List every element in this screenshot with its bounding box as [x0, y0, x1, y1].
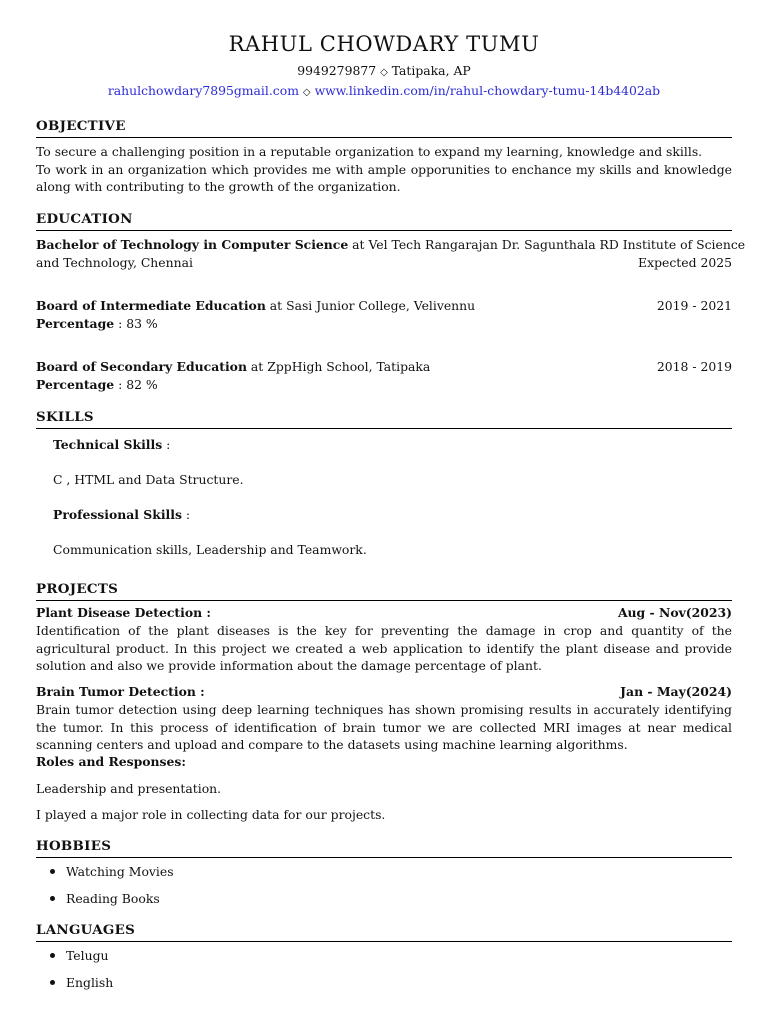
objective-line: To secure a challenging position in a reputable organization to expand my learning, knowledge and skills.	[36, 144, 703, 159]
degree: Bachelor of Technology in Computer Science	[36, 237, 349, 252]
contact-line	[0, 62, 768, 82]
professional-skills-label: Professional Skills	[53, 507, 182, 522]
section-heading-skills: SKILLS	[36, 408, 732, 429]
professional-skills-value: Communication skills, Leadership and Teamwork.	[53, 542, 367, 557]
project-description: Brain tumor detection using deep learning techniques has shown promising results in accurately identifying the tumor. In this process of identification of brain tumor we are collected MRI images at near medical scanning centers and upload and compare to the datasets using machine learning algorithms.	[36, 702, 732, 752]
section-heading-education: EDUCATION	[36, 210, 732, 231]
education-score	[36, 376, 732, 394]
technical-skills-label: Technical Skills	[53, 437, 163, 452]
project-name: Plant Disease Detection :	[36, 605, 211, 620]
project-header	[36, 604, 732, 622]
phone-number: 9949279877	[297, 63, 377, 78]
at-text: at	[246, 359, 268, 374]
section-heading-projects: PROJECTS	[36, 580, 732, 601]
project-description: Identification of the plant diseases is the key for preventing the damage in crop and quantity of the agricultural product. In this project we created a web application to identify the plant disease and provide solution and also we provide information about the damage percentage of plant.	[36, 623, 732, 673]
location: Tatipaka, AP	[391, 63, 471, 78]
education-date: Expected 2025	[638, 254, 732, 270]
institution: ZppHigh School, Tatipaka	[267, 359, 431, 374]
diamond-separator-icon: ◇	[302, 87, 311, 98]
objective-text	[36, 143, 732, 196]
education-date: 2018 - 2019	[656, 359, 732, 374]
roles-line: Leadership and presentation.	[36, 781, 222, 796]
project-date: Jan - May(2024)	[620, 684, 732, 699]
at-text: at	[348, 237, 369, 252]
objective-line: To work in an organization which provides me with ample opporunities to enchance my skills and knowledge along with contributing to the growth of the organization.	[36, 161, 732, 194]
professional-skills-label-line	[53, 506, 732, 524]
project-date: Aug - Nov(2023)	[617, 605, 732, 620]
at-text: at	[265, 298, 287, 313]
score-label: Percentage	[36, 316, 115, 331]
links-line	[0, 82, 768, 102]
language: Telugu	[66, 948, 109, 963]
education-line	[36, 236, 746, 254]
technical-skills-value: C , HTML and Data Structure.	[53, 472, 244, 487]
institution-continued: and Technology, Chennai	[36, 254, 193, 270]
degree: Board of Secondary Education	[36, 359, 247, 374]
list-item	[50, 947, 700, 965]
label-separator: :	[162, 437, 171, 452]
education-score	[36, 315, 732, 333]
bullet-icon	[50, 869, 55, 874]
hobby: Watching Movies	[66, 864, 174, 879]
email-link[interactable]: rahulchowdary7895gmail.com	[107, 83, 299, 98]
hobby: Reading Books	[66, 891, 160, 906]
section-heading-languages: LANGUAGES	[36, 921, 732, 942]
project-header	[36, 683, 732, 701]
score-value: : 83 %	[114, 316, 158, 331]
bullet-icon	[50, 896, 55, 901]
technical-skills-label-line	[53, 436, 732, 454]
list-item	[50, 890, 700, 908]
label-separator: :	[181, 507, 191, 522]
education-line	[36, 254, 732, 272]
education-item	[36, 236, 746, 271]
language: English	[66, 975, 114, 990]
section-heading-hobbies: HOBBIES	[36, 837, 732, 858]
linkedin-link[interactable]: www.linkedin.com/in/rahul-chowdary-tumu-14b4402ab	[314, 83, 661, 98]
candidate-name: RAHUL CHOWDARY TUMU	[228, 32, 540, 56]
education-item	[36, 297, 732, 315]
institution: Vel Tech Rangarajan Dr. Sagunthala RD Institute of Science	[368, 237, 746, 252]
score-label: Percentage	[36, 377, 115, 392]
project-name: Brain Tumor Detection :	[36, 684, 205, 699]
section-heading-objective: OBJECTIVE	[36, 117, 732, 138]
diamond-separator-icon: ◇	[380, 67, 388, 78]
roles-heading: Roles and Responses:	[36, 754, 186, 769]
score-value: : 82 %	[114, 377, 158, 392]
institution: Sasi Junior College, Velivennu	[286, 298, 476, 313]
education-date: 2019 - 2021	[656, 298, 732, 313]
roles-line: I played a major role in collecting data for our projects.	[36, 807, 386, 822]
bullet-icon	[50, 980, 55, 985]
bullet-icon	[50, 953, 55, 958]
education-item	[36, 358, 732, 376]
degree: Board of Intermediate Education	[36, 298, 266, 313]
list-item	[50, 974, 700, 992]
list-item	[50, 863, 700, 881]
